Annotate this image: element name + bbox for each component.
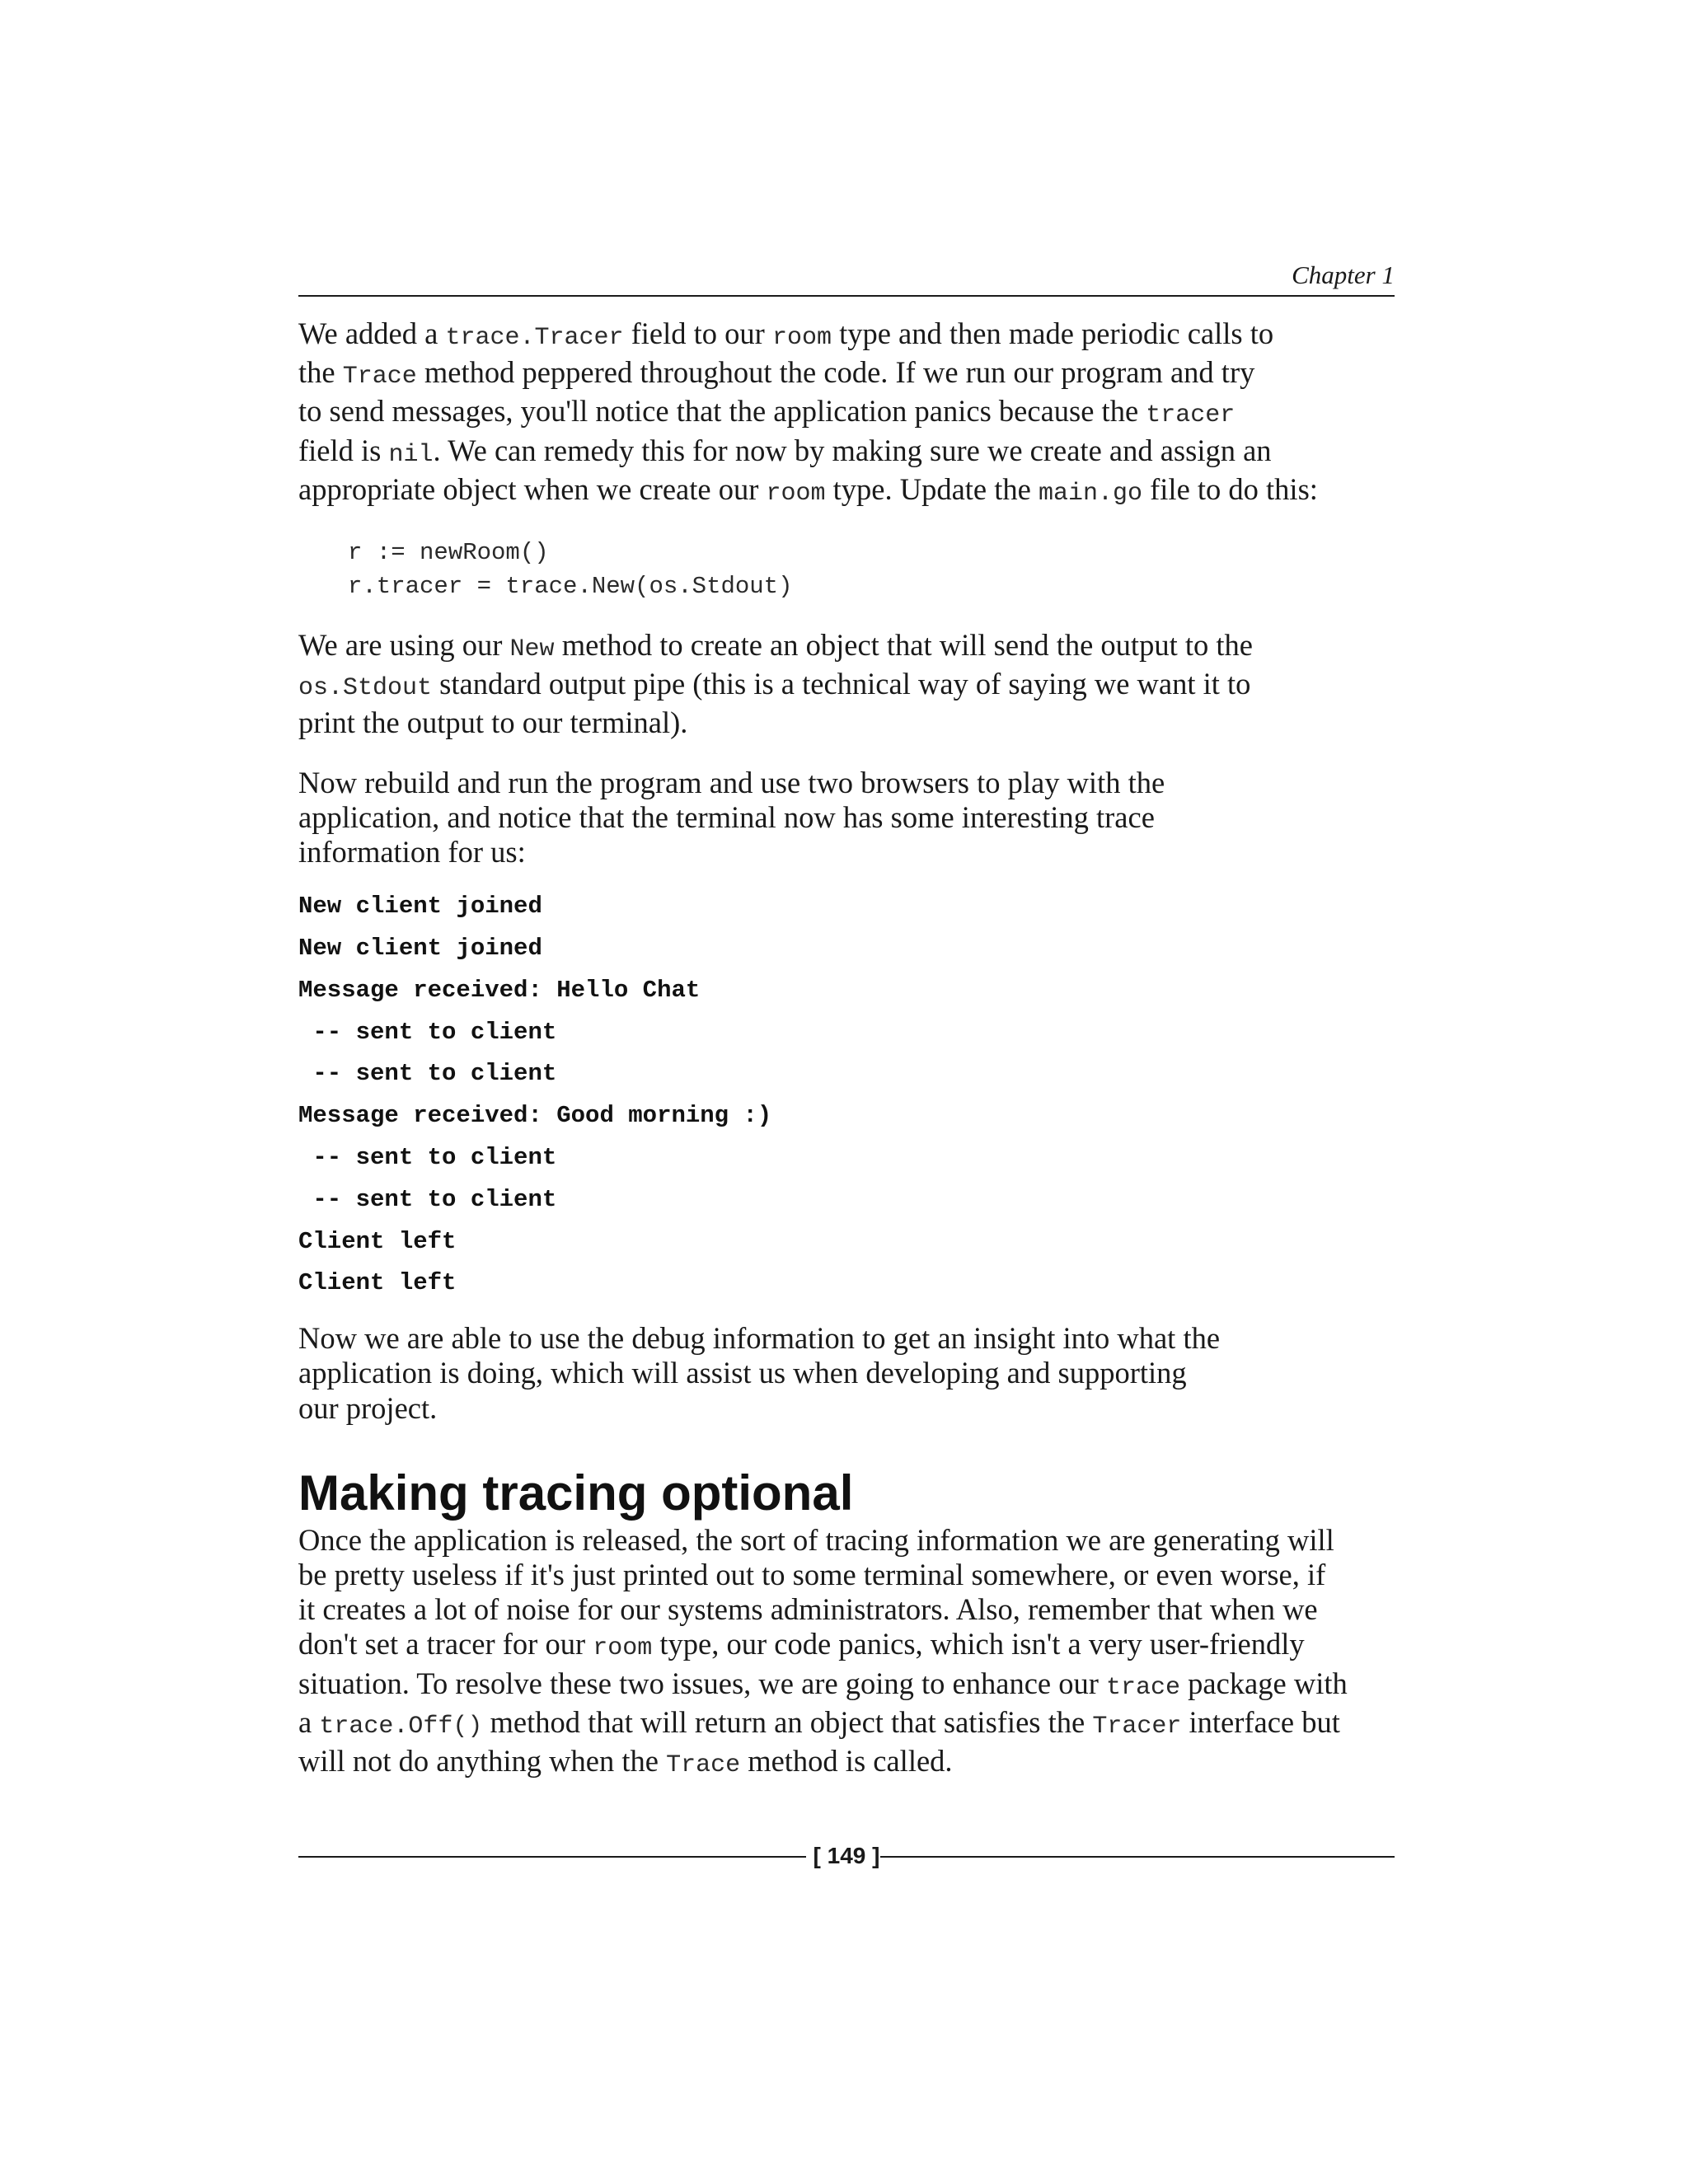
output-line: -- sent to client <box>298 1018 557 1046</box>
inline-code: Tracer <box>1092 1712 1182 1741</box>
inline-code: trace.Off() <box>319 1712 483 1741</box>
inline-code: tracer <box>1146 401 1236 430</box>
chapter-label: Chapter 1 <box>1292 260 1395 289</box>
inline-code: New <box>509 635 555 664</box>
output-line: Client left <box>298 1269 457 1297</box>
inline-code: Trace <box>666 1751 741 1780</box>
inline-code: trace <box>1106 1673 1181 1702</box>
inline-code: room <box>766 479 826 508</box>
paragraph-tracer-field: We added a trace.Tracer field to our room type and then made periodic calls to the Trace method peppered throughout the code. If we run our program and try to send messages, you'll notice that the application panics because the tracer field is nil. We can remedy this for now by making sure we create and assign an appropriate object when we create our room type. Update the main.go file to do this: <box>298 316 1318 508</box>
paragraph-new-method: We are using our New method to create an object that will send the output to the os.Stdout standard output pipe (this is a technical way of saying we want it to print the output to our terminal). <box>298 628 1253 740</box>
footer-rule-right <box>880 1856 1395 1858</box>
paragraph-tracing-optional: Once the application is released, the sort of tracing information we are generating will be pretty useless if it's just printed out to some terminal somewhere, or even worse, if it creates a lot of noise for our systems administrators. Also, remember that when we don't set a tracer for our room type, our code panics, which isn't a very user-friendly situation. To resolve these two issues, we are going to enhance our trace package with a trace.Off() method that will return an object that satisfies the Tracer interface but will not do anything when the Trace method is called. <box>298 1522 1348 1780</box>
code-line: r := newRoom() <box>348 539 549 567</box>
output-line: -- sent to client <box>298 1185 557 1213</box>
output-line: New client joined <box>298 893 542 921</box>
terminal-output <box>298 886 1403 1305</box>
paragraph-rebuild: Now rebuild and run the program and use two browsers to play with the application, and notice that the terminal now has some interesting trace information for us: <box>298 765 1165 869</box>
output-line: Client left <box>298 1227 457 1255</box>
code-block <box>298 536 1403 603</box>
inline-code: os.Stdout <box>298 674 433 703</box>
inline-code: trace.Tracer <box>445 324 624 352</box>
page-footer <box>298 1840 1395 1872</box>
inline-code: Trace <box>342 363 417 391</box>
section-heading: Making tracing optional <box>298 1465 854 1521</box>
inline-code: room <box>593 1634 653 1663</box>
inline-code: room <box>771 324 832 352</box>
page-header <box>298 257 1395 297</box>
paragraph-debug-info: Now we are able to use the debug information to get an insight into what the application is doing, which will assist us when developing and supporting our project. <box>298 1321 1221 1425</box>
output-line: -- sent to client <box>298 1144 557 1172</box>
page-number: [ 149 ] <box>813 1843 880 1868</box>
output-line: Message received: Hello Chat <box>298 976 701 1004</box>
page-content <box>298 316 1403 1783</box>
code-line: r.tracer = trace.New(os.Stdout) <box>348 573 793 601</box>
output-line: New client joined <box>298 935 542 963</box>
output-line: -- sent to client <box>298 1060 557 1088</box>
output-line: Message received: Good morning :) <box>298 1102 772 1130</box>
inline-code: nil <box>388 440 434 469</box>
inline-code: main.go <box>1038 479 1143 508</box>
